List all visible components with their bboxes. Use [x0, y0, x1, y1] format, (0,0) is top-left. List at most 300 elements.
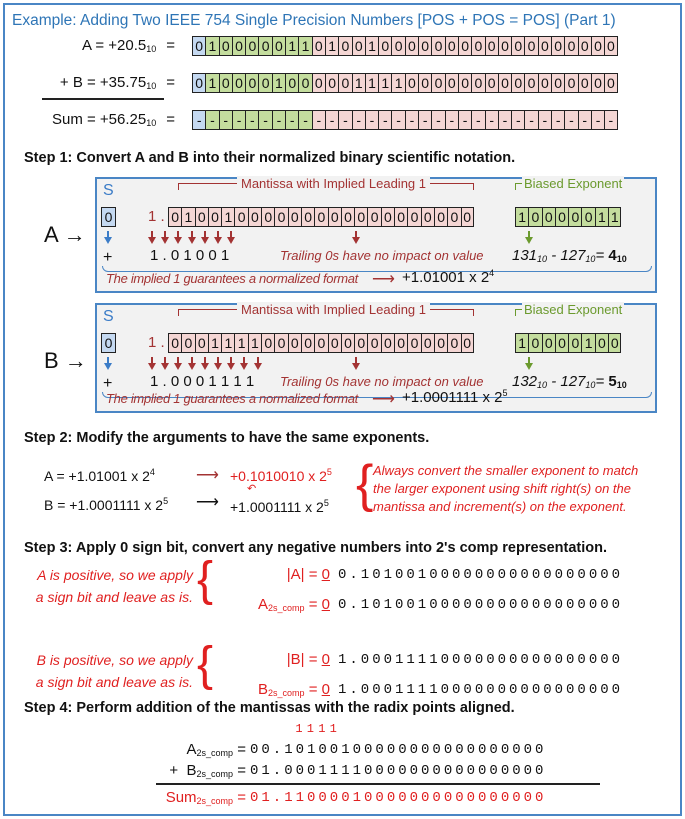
bit-cell: 0 — [551, 36, 564, 56]
label-sub: 2s_comp — [196, 769, 234, 779]
base: 10 — [585, 380, 596, 390]
bit-cell: 0 — [405, 73, 418, 93]
step2-a-new — [230, 467, 332, 484]
bit-cells — [168, 333, 474, 353]
bit-cell: 0 — [101, 207, 116, 227]
down-arrow-icon — [525, 237, 533, 244]
bit-cell: 0 — [301, 333, 314, 353]
bit-cell: 0 — [591, 73, 604, 93]
note-line: B is positive, so we apply — [36, 652, 193, 668]
result: +1.01001 x 2 — [402, 269, 490, 286]
bit-cell: - — [245, 110, 258, 130]
bit-cell: 0 — [258, 36, 271, 56]
bit-cell: 0 — [208, 207, 221, 227]
sign-value: + — [103, 375, 113, 392]
label: B — [186, 762, 197, 779]
bit-cell: - — [498, 110, 511, 130]
bit-cell: 0 — [274, 207, 287, 227]
bit-cell: - — [604, 110, 617, 130]
bit-cell: 0 — [564, 36, 577, 56]
bit-cell: - — [192, 110, 205, 130]
sign-label: S — [103, 308, 114, 325]
row-label — [0, 74, 175, 91]
down-arrow-icon — [352, 363, 360, 370]
bit-cell: - — [391, 110, 404, 130]
bit-cell: 0 — [195, 207, 208, 227]
equals: = — [237, 789, 246, 806]
bit-cell: 0 — [312, 36, 325, 56]
equals: = — [166, 111, 175, 128]
bit-cell: 1 — [365, 73, 378, 93]
label: A — [258, 596, 269, 613]
normalization-box — [95, 177, 657, 293]
down-arrow-icon — [148, 363, 156, 370]
trailing-note: Trailing 0s have no impact on value — [280, 248, 484, 263]
bit-cell: 1 — [352, 73, 365, 93]
note-line: Always convert the smaller exponent to match — [373, 463, 639, 478]
bit-cell: 0 — [367, 207, 380, 227]
bit-cell: - — [272, 110, 285, 130]
bit-cell: 0 — [248, 207, 261, 227]
exp-result — [608, 247, 626, 264]
abs-label — [215, 566, 330, 583]
exp-value: 4 — [608, 247, 617, 264]
sign-value: + — [103, 249, 113, 266]
bit-cell: 0 — [511, 73, 524, 93]
note-line: a sign bit and leave as is. — [35, 589, 193, 605]
bit-cell: 1 — [365, 36, 378, 56]
bit-cell: 0 — [447, 333, 460, 353]
bit-cell: 1 — [515, 333, 528, 353]
bit-cell: 0 — [234, 207, 247, 227]
bit-cell: - — [298, 110, 311, 130]
bit-cell: 0 — [405, 36, 418, 56]
bit-cell: - — [258, 110, 271, 130]
shift-arrow-icon: ↶ — [247, 483, 257, 495]
down-arrow-icon — [174, 363, 182, 370]
bit-cell: 0 — [195, 333, 208, 353]
base: 10 — [537, 380, 548, 390]
bit-cell: 0 — [381, 333, 394, 353]
down-arrow-icon — [148, 237, 156, 244]
plus: + — [169, 762, 179, 779]
bit-cell: 0 — [288, 333, 301, 353]
bit-cell: - — [378, 110, 391, 130]
step4-value-a: 00.10100100000000000000000 — [250, 742, 547, 758]
step3-heading: Step 3: Apply 0 sign bit, convert any negative numbers into 2's comp representation. — [24, 540, 608, 556]
bit-cell: 1 — [205, 73, 218, 93]
bit-cell: 1 — [298, 36, 311, 56]
sign-cell — [101, 333, 116, 353]
bit-cell: 0 — [338, 73, 351, 93]
bit-cells — [515, 333, 621, 353]
row-label — [0, 37, 175, 54]
down-arrow-icon — [201, 363, 209, 370]
bit-cell: - — [365, 110, 378, 130]
title: Example: Adding Two IEEE 754 Single Precision Numbers [POS + POS = POS] (Part 1) — [12, 12, 616, 29]
down-arrow-icon — [240, 363, 248, 370]
bit-cell: 1 — [221, 207, 234, 227]
bit-cell: 0 — [485, 73, 498, 93]
label-sub: 2s_comp — [196, 748, 234, 758]
bit-cell: 0 — [485, 36, 498, 56]
arrow-icon: ⟶ — [372, 391, 395, 408]
bit-cell: 0 — [381, 207, 394, 227]
step1-heading: Step 1: Convert A and B into their normalized binary scientific notation. — [24, 150, 516, 166]
bit-cell: - — [564, 110, 577, 130]
bit-cell: - — [578, 110, 591, 130]
step4-value-b: 01.00011110000000000000000 — [250, 763, 547, 779]
bit-cell: 0 — [274, 333, 287, 353]
carry-row: 1111 — [227, 722, 524, 736]
bit-cell: 0 — [101, 333, 116, 353]
implied-note: The implied 1 guarantees a normalized format — [106, 391, 358, 406]
a-orig: A = +1.01001 x 2 — [44, 468, 150, 484]
bit-cell: 0 — [555, 207, 568, 227]
equals: = — [237, 741, 246, 758]
bit-cell: 0 — [232, 36, 245, 56]
bit-cell: 1 — [581, 333, 594, 353]
implied-one: 1 . — [148, 334, 165, 351]
step2-heading: Step 2: Modify the arguments to have the same exponents. — [24, 430, 430, 446]
bit-cell: 0 — [431, 73, 444, 93]
step4-label-a — [120, 741, 246, 758]
note-line: a sign bit and leave as is. — [35, 674, 193, 690]
a-exp: 4 — [149, 467, 155, 477]
bit-cell: - — [405, 110, 418, 130]
bit-cell: 0 — [458, 36, 471, 56]
bit-cells — [515, 207, 621, 227]
row-label — [0, 111, 175, 128]
normalized-result — [402, 388, 508, 406]
box-arrow-label: A → — [44, 222, 86, 247]
bit-cell: 0 — [568, 333, 581, 353]
down-arrow-icon — [174, 237, 182, 244]
binary-row — [192, 73, 618, 93]
down-arrow-icon — [352, 237, 360, 244]
b-new: +1.0001111 x 2 — [230, 499, 324, 515]
bit-cell: 0 — [581, 207, 594, 227]
bit-cell: 0 — [325, 73, 338, 93]
bit-cell: 1 — [285, 36, 298, 56]
label-text: A = +20.5 — [81, 37, 147, 54]
label: |B| = — [286, 651, 318, 668]
label-sub: 10 — [146, 44, 157, 54]
bit-cell: - — [219, 110, 232, 130]
bit-cell: 0 — [498, 73, 511, 93]
comp-label: $A_{2s\_comp} = 0$ — [258, 596, 330, 613]
normalization-box — [95, 303, 657, 413]
comp-label: $B_{2s\_comp} = 0$ — [258, 681, 330, 698]
bit-cell: - — [551, 110, 564, 130]
bit-cell: 1 — [208, 333, 221, 353]
bit-cell: 0 — [608, 333, 621, 353]
bit-cell: 0 — [394, 333, 407, 353]
bit-cell: 1 — [595, 207, 608, 227]
abs-label — [215, 651, 330, 668]
down-arrow-icon — [188, 363, 196, 370]
down-arrow-icon — [104, 363, 112, 370]
box-arrow-label: B → — [44, 348, 87, 373]
step4-heading: Step 4: Perform addition of the mantissas with the radix points aligned. — [24, 700, 515, 716]
arrow-icon: ⟶ — [196, 467, 219, 484]
bit-cell: 0 — [272, 36, 285, 56]
bit-cell: 1 — [608, 207, 621, 227]
exp-value: 5 — [608, 373, 617, 390]
bit-cell: 0 — [352, 36, 365, 56]
mantissa-label: Mantissa with Implied Leading 1 — [237, 176, 430, 191]
label-text: + B = +35.75 — [59, 74, 147, 91]
normalized-result — [402, 268, 494, 286]
label: B — [258, 681, 269, 698]
bit-cell: 0 — [542, 207, 555, 227]
down-arrow-icon — [525, 363, 533, 370]
sign-wrap — [101, 333, 116, 353]
bit-cell: 0 — [232, 73, 245, 93]
down-arrow-icon — [214, 363, 222, 370]
bit-cell: 0 — [461, 207, 474, 227]
implied-note: The implied 1 guarantees a normalized format — [106, 271, 358, 286]
bit-cell: 0 — [538, 73, 551, 93]
bit-cell: 0 — [354, 333, 367, 353]
bit-cell: 0 — [314, 333, 327, 353]
equals: = — [237, 762, 246, 779]
down-arrow-icon — [161, 363, 169, 370]
bit-cell: 0 — [538, 36, 551, 56]
bit-cell: 0 — [367, 333, 380, 353]
implied-one: 1 . — [148, 208, 165, 225]
bit-cell: 0 — [418, 73, 431, 93]
bit-cell: - — [591, 110, 604, 130]
bit-cell: 0 — [431, 36, 444, 56]
note-line: mantissa and increment(s) on the exponent. — [373, 499, 627, 514]
label-sub: 2s_comp — [268, 603, 305, 613]
group-note — [18, 564, 193, 608]
bit-cell: 0 — [219, 73, 232, 93]
note-line: A is positive, so we apply — [37, 567, 193, 583]
bit-cell: 0 — [168, 333, 181, 353]
label-sub: 10 — [146, 81, 157, 91]
sign-bit: 0 — [321, 681, 330, 698]
bit-cell: - — [232, 110, 245, 130]
result: +1.0001111 x 2 — [402, 389, 503, 406]
bit-cell: 0 — [434, 207, 447, 227]
base: 10 — [616, 254, 627, 264]
bit-cell: 0 — [301, 207, 314, 227]
base: 10 — [616, 380, 627, 390]
equals: = — [166, 37, 175, 54]
step2-a-original — [44, 467, 155, 484]
bias: 127 — [560, 373, 586, 390]
bit-cell: 0 — [528, 333, 541, 353]
sign-cell — [101, 207, 116, 227]
trailing-note: Trailing 0s have no impact on value — [280, 374, 484, 389]
bit-cell: 0 — [591, 36, 604, 56]
bit-cell: 1 — [391, 73, 404, 93]
down-arrow-icon — [188, 237, 196, 244]
bit-cell: 0 — [564, 73, 577, 93]
a-new-exp: 5 — [326, 467, 332, 477]
bit-cell: 0 — [261, 207, 274, 227]
arrow-icon: ⟶ — [196, 494, 219, 511]
step4-label-b — [120, 762, 246, 779]
sum-line — [42, 98, 164, 100]
bit-cell: 0 — [595, 333, 608, 353]
bit-cell: - — [485, 110, 498, 130]
bit-cell: 0 — [447, 207, 460, 227]
mantissa-label: Mantissa with Implied Leading 1 — [237, 302, 430, 317]
step2-b-new — [230, 498, 329, 515]
bit-cell: 1 — [181, 207, 194, 227]
b-exp: 5 — [163, 496, 169, 506]
label: A — [186, 741, 197, 758]
mantissa-wrap — [168, 333, 474, 353]
abs-value: 1.00011110000000000000000 — [338, 652, 624, 668]
brace-icon: { — [197, 638, 214, 691]
bit-cell: 1 — [248, 333, 261, 353]
down-arrow-icon — [104, 237, 112, 244]
bit-cell: 0 — [542, 333, 555, 353]
bit-cell: 0 — [421, 333, 434, 353]
bit-cell: 0 — [341, 333, 354, 353]
bit-cell: 0 — [555, 333, 568, 353]
step2-note — [373, 462, 638, 516]
bit-cell: 0 — [298, 73, 311, 93]
result-exp: 4 — [489, 268, 495, 278]
bit-cell: 0 — [511, 36, 524, 56]
bit-cell: - — [205, 110, 218, 130]
bit-cells — [168, 207, 474, 227]
label-sub: 2s_comp — [268, 688, 305, 698]
bit-cell: 0 — [524, 36, 537, 56]
base: 10 — [585, 254, 596, 264]
comp-value: 0.10100100000000000000000 — [338, 597, 624, 613]
step4-value-sum: 01.11000010000000000000000 — [250, 790, 547, 806]
normalized-mantissa: 1 . 0 0 0 1 1 1 1 — [150, 373, 255, 390]
bit-cell: 0 — [354, 207, 367, 227]
comp-value: 1.00011110000000000000000 — [338, 682, 624, 698]
bit-cell: 0 — [604, 73, 617, 93]
biased: 132 — [512, 373, 538, 390]
bit-cell: 0 — [261, 333, 274, 353]
mantissa-wrap — [168, 207, 474, 227]
bit-cell: 0 — [528, 207, 541, 227]
label: |A| = — [286, 566, 318, 583]
bit-cell: - — [458, 110, 471, 130]
bit-cell: 0 — [328, 207, 341, 227]
bit-cell: - — [471, 110, 484, 130]
bit-cell: 0 — [288, 207, 301, 227]
bit-cell: 0 — [192, 36, 205, 56]
exponent-wrap — [515, 207, 621, 227]
bit-cell: 1 — [325, 36, 338, 56]
bit-cell: 0 — [471, 36, 484, 56]
bit-cell: 0 — [338, 36, 351, 56]
down-arrow-icon — [254, 363, 262, 370]
bit-cell: - — [285, 110, 298, 130]
bit-cell: 1 — [234, 333, 247, 353]
exp-result — [608, 373, 626, 390]
exponent-label: Biased Exponent — [524, 176, 623, 191]
binary-row — [192, 36, 618, 56]
bit-cell: 0 — [498, 36, 511, 56]
label-sub: 10 — [146, 118, 157, 128]
bit-cell: 0 — [168, 207, 181, 227]
bit-cell: - — [418, 110, 431, 130]
sign-wrap — [101, 207, 116, 227]
down-arrow-icon — [227, 363, 235, 370]
bit-cell: 0 — [328, 333, 341, 353]
step2-b-original — [44, 496, 168, 513]
bit-cell: - — [445, 110, 458, 130]
bit-cell: 1 — [378, 73, 391, 93]
bit-cell: 0 — [471, 73, 484, 93]
down-arrow-icon — [161, 237, 169, 244]
sign-bit: 0 — [321, 566, 330, 583]
bit-cell: 0 — [458, 73, 471, 93]
sign-bit: 0 — [321, 651, 330, 668]
exponent-calc: $131_{10} - 127_{10}= 4_{10}$ — [512, 247, 627, 264]
bit-cell: 0 — [341, 207, 354, 227]
bit-cell: 1 — [205, 36, 218, 56]
bit-cell: 0 — [445, 36, 458, 56]
bit-cell: 0 — [192, 73, 205, 93]
bit-cell: 1 — [515, 207, 528, 227]
biased: 131 — [512, 247, 538, 264]
bit-cell: 1 — [272, 73, 285, 93]
bit-cell: 1 — [221, 333, 234, 353]
down-arrow-icon — [227, 237, 235, 244]
bit-cell: - — [312, 110, 325, 130]
normalized-mantissa: 1 . 0 1 0 0 1 — [150, 247, 230, 264]
bit-cell: - — [431, 110, 444, 130]
brace-icon: { — [356, 455, 374, 513]
bit-cell: 0 — [407, 207, 420, 227]
exponent-label: Biased Exponent — [524, 302, 623, 317]
bit-cell: 0 — [434, 333, 447, 353]
step4-label-sum — [120, 789, 246, 806]
label: Sum — [165, 789, 197, 806]
bit-cell: 0 — [418, 36, 431, 56]
label-sub: 2s_comp — [196, 796, 234, 806]
bit-cell: 0 — [312, 73, 325, 93]
result-exp: 5 — [502, 388, 508, 398]
bit-cell: 0 — [461, 333, 474, 353]
label-text: Sum = +56.25 — [51, 111, 147, 128]
abs-value: 0.10100100000000000000000 — [338, 567, 624, 583]
b-orig: B = +1.0001111 x 2 — [44, 497, 164, 513]
note-line: the larger exponent using shift right(s) on the — [373, 481, 631, 496]
bit-cell: 0 — [568, 207, 581, 227]
bit-cell: 0 — [258, 73, 271, 93]
bit-cell: - — [524, 110, 537, 130]
bit-cell: 0 — [578, 36, 591, 56]
sign-label: S — [103, 182, 114, 199]
bit-cell: 0 — [407, 333, 420, 353]
bit-cell: 0 — [604, 36, 617, 56]
arrow-icon: ⟶ — [372, 271, 395, 288]
down-arrow-icon — [214, 237, 222, 244]
bit-cell: 0 — [181, 333, 194, 353]
bit-cell: 0 — [445, 73, 458, 93]
bit-cell: 0 — [394, 207, 407, 227]
bit-cell: - — [538, 110, 551, 130]
bit-cell: 0 — [421, 207, 434, 227]
binary-row — [192, 110, 618, 130]
sign-bit: 0 — [321, 596, 330, 613]
base: 10 — [537, 254, 548, 264]
down-arrow-icon — [201, 237, 209, 244]
